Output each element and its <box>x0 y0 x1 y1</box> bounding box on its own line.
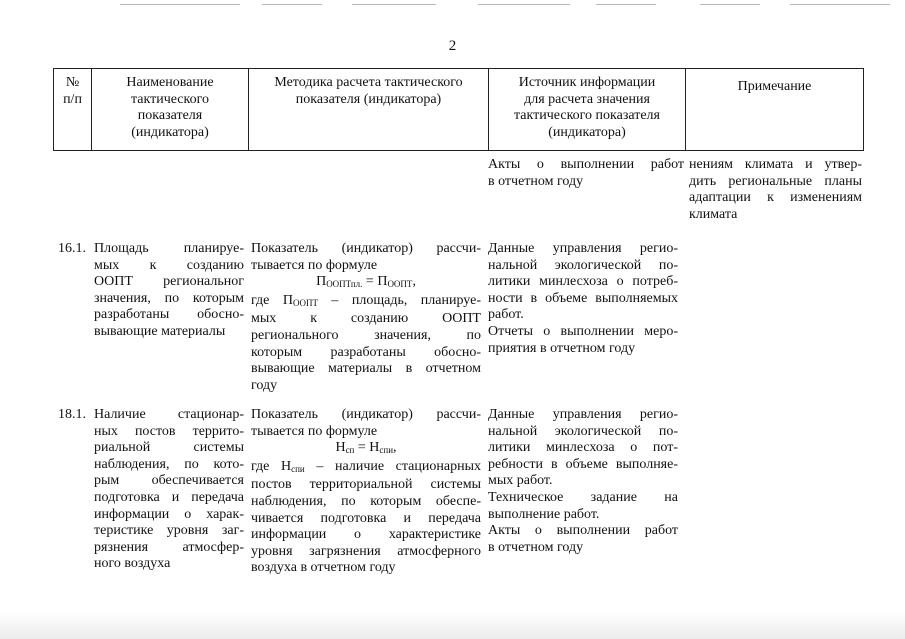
continuation-source: Акты о выполнении работ в отчетном году <box>488 157 684 189</box>
formula-definition: где $Н_{спи}$ – наличие стационарных <box>251 458 481 474</box>
scan-edge-line <box>700 4 760 5</box>
scan-edge-line <box>478 4 570 5</box>
calculation-method: Показатель (индикатор) рассчи- тывается по формуле $Н_{сп} = Н_{спи}$, где $Н_{спи}$ – наличие стационарных постов территориальной системы наблюдения, по которым обеспе- чивается подготовка и передача информации о характеристике уровня загрязнения атмосферного воздуха в отчетном году <box>251 407 481 576</box>
formula: $П_{ООПТпл.} = П_{ООПТ}$, <box>316 274 416 290</box>
row-number: 18.1. <box>58 407 86 422</box>
scan-edge-line <box>790 4 890 5</box>
formula: $Н_{сп} = Н_{спи}$, <box>335 440 397 456</box>
information-source: Данные управления регио- нальной экологической по- литики минлесхоза о потреб- ности в объеме выполняемых работ. Отчеты о выполнении меро- приятия в отчетном году <box>488 241 678 356</box>
scan-shadow <box>0 611 905 639</box>
calculation-method: Показатель (индикатор) рассчи- тывается по формуле $П_{ООПТпл.} = П_{ООПТ}$, где $П_{ООПТ}$ – площадь, планируе- мых к созданию ООПТ регионального значения, по которым разработаны обосно- вывающие материалы в отчетном году <box>251 241 481 393</box>
header-note: Примечание <box>737 79 812 94</box>
indicator-name: Площадь планируе- мых к созданию ООПТ региональног значения, по которым разработаны обосно- вывающие материалы <box>94 241 244 339</box>
header-num: № п/п <box>63 75 82 107</box>
header-name: Наименование тактического показателя (индикатора) <box>126 75 214 140</box>
table-header <box>53 68 864 151</box>
indicator-name: Наличие стационар- ных постов террито- риальной системы наблюдения, по кото- рым обеспечивается подготовка и передача информации о харак- теристике уровня заг- рязнения атмосфер- ного воздуха <box>94 407 244 572</box>
header-method: Методика расчета тактического показателя (индикатора) <box>274 75 463 107</box>
header-source: Источник информации для расчета значения тактического показателя (индикатора) <box>514 75 660 140</box>
information-source: Данные управления регио- нальной экологической по- литики минлесхоза о пот- ребности в объеме выполняе- мых работ. Техническое задание на выполнение работ. Акты о выполнении работ в отчетном году <box>488 407 678 555</box>
formula-definition: где $П_{ООПТ}$ – площадь, планируе- <box>251 292 481 308</box>
page-number: 2 <box>448 38 457 54</box>
scan-edge-line <box>596 4 656 5</box>
scan-edge-line <box>262 4 322 5</box>
row-number: 16.1. <box>58 241 86 256</box>
continuation-note: нениям климата и утвер- дить региональные планы адаптации к изменениям климата <box>689 157 862 222</box>
scan-edge-line <box>120 4 240 5</box>
scan-edge-line <box>352 4 436 5</box>
